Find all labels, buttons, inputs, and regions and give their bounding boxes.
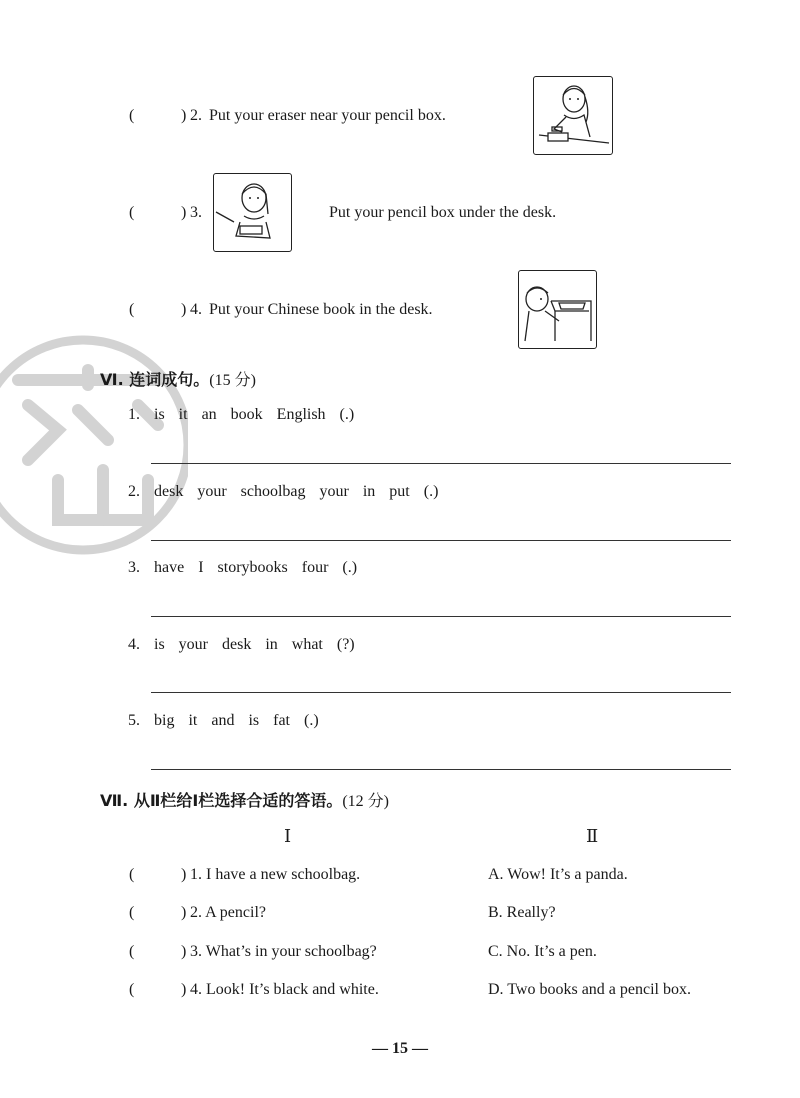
question-1: 1. is it an book English (.) xyxy=(128,406,355,423)
column-2-heading: Ⅱ xyxy=(586,826,599,846)
answer-paren-open[interactable]: ( xyxy=(129,866,135,883)
column-1-item: 2. A pencil? xyxy=(190,904,266,921)
answer-paren-close[interactable]: ) xyxy=(181,866,187,883)
column-1-heading: Ⅰ xyxy=(284,826,292,846)
answer-paren-open[interactable]: ( xyxy=(129,943,135,960)
answer-line-3[interactable] xyxy=(151,616,731,617)
answer-paren-close[interactable]: ) xyxy=(181,204,187,221)
column-1-item: 4. Look! It’s black and white. xyxy=(190,981,379,998)
section-6-title: Ⅵ. 连词成句。(15 分) xyxy=(100,370,256,389)
boy-desk-picture xyxy=(518,270,597,349)
column-2-item: A. Wow! It’s a panda. xyxy=(488,866,628,883)
column-1-item: 1. I have a new schoolbag. xyxy=(190,866,361,883)
watermark-stamp xyxy=(0,330,188,560)
column-2-item: C. No. It’s a pen. xyxy=(488,943,597,960)
girl-pencil-box-picture xyxy=(213,173,292,252)
question-4: 4. is your desk in what (?) xyxy=(128,636,355,653)
item-number: 3. xyxy=(190,204,202,221)
answer-paren-close[interactable]: ) xyxy=(181,107,187,124)
question-3: 3. have I storybooks four (.) xyxy=(128,559,358,576)
section-6-points: (15 分) xyxy=(209,372,256,389)
answer-paren-open[interactable]: ( xyxy=(129,904,135,921)
section-7-points: (12 分) xyxy=(342,793,389,810)
answer-line-2[interactable] xyxy=(151,540,731,541)
answer-paren-close[interactable]: ) xyxy=(181,301,187,318)
column-2-item: B. Really? xyxy=(488,904,556,921)
answer-line-4[interactable] xyxy=(151,692,731,693)
answer-paren-close[interactable]: ) xyxy=(181,943,187,960)
column-1-item: 3. What’s in your schoolbag? xyxy=(190,943,377,960)
question-5: 5. big it and is fat (.) xyxy=(128,712,319,729)
answer-line-5[interactable] xyxy=(151,769,731,770)
page-number: — 15 — xyxy=(372,1040,428,1057)
answer-line-1[interactable] xyxy=(151,463,731,464)
answer-paren-close[interactable]: ) xyxy=(181,904,187,921)
item-text: Put your pencil box under the desk. xyxy=(329,204,557,221)
item-text: Put your Chinese book in the desk. xyxy=(209,301,433,318)
answer-paren-open[interactable]: ( xyxy=(129,107,135,124)
section-7-title: Ⅶ. 从Ⅱ栏给Ⅰ栏选择合适的答语。(12 分) xyxy=(100,791,389,810)
column-2-item: D. Two books and a pencil box. xyxy=(488,981,691,998)
answer-paren-open[interactable]: ( xyxy=(129,204,135,221)
girl-eraser-picture xyxy=(533,76,613,155)
item-number: 4. xyxy=(190,301,202,318)
question-2: 2. desk your schoolbag your in put (.) xyxy=(128,483,439,500)
answer-paren-open[interactable]: ( xyxy=(129,301,135,318)
item-text: Put your eraser near your pencil box. xyxy=(209,107,446,124)
item-number: 2. xyxy=(190,107,202,124)
answer-paren-open[interactable]: ( xyxy=(129,981,135,998)
answer-paren-close[interactable]: ) xyxy=(181,981,187,998)
